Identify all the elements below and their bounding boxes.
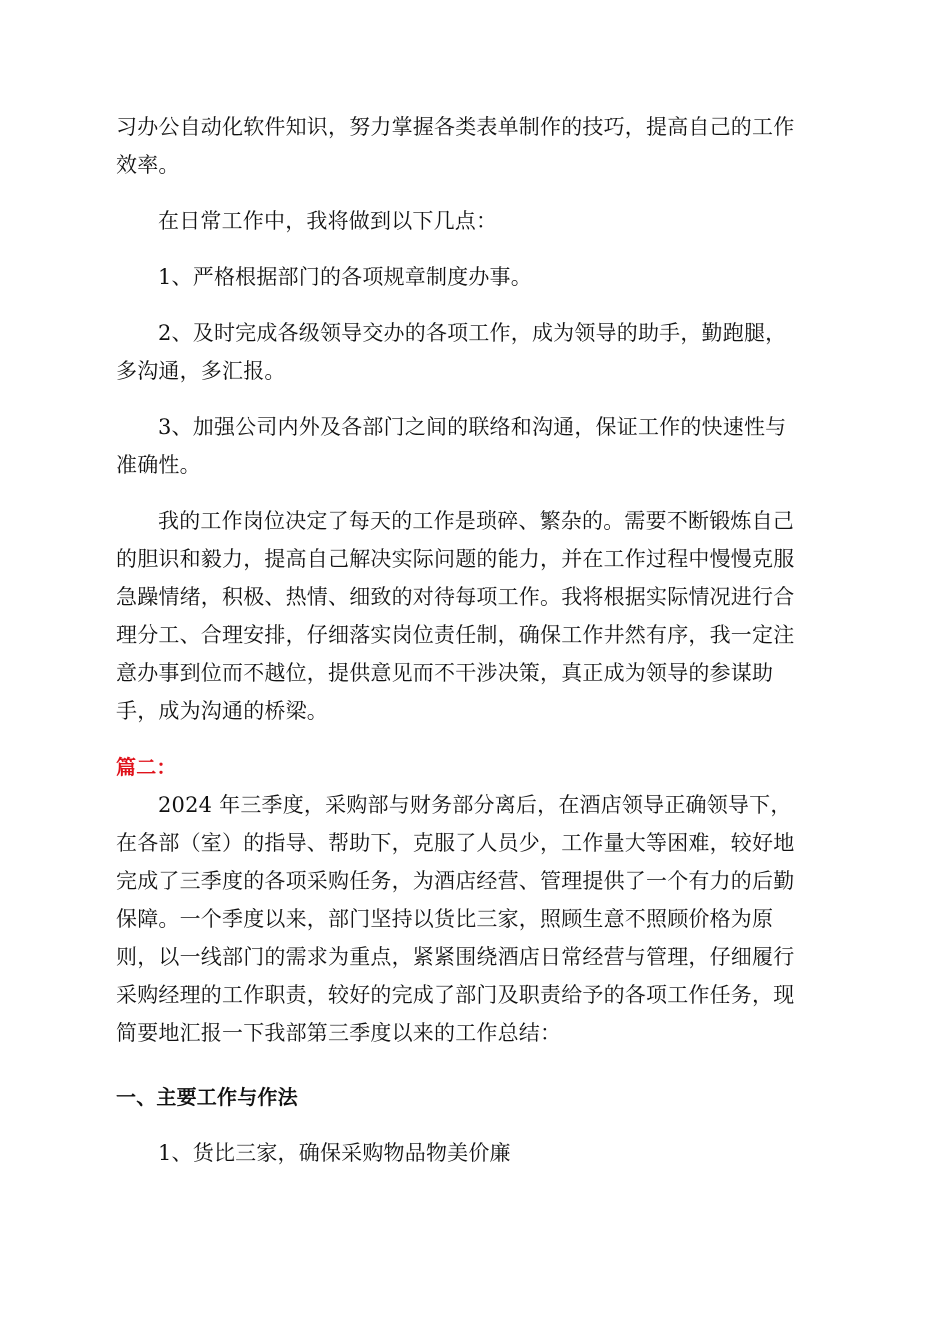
section-heading-main-work: 一、主要工作与作法	[116, 1085, 298, 1109]
document-page	[116, 108, 836, 1172]
text-line: 急躁情绪，积极、热情、细致的对待每项工作。我将根据实际情况进行合	[116, 585, 795, 609]
list-item-2	[116, 314, 836, 390]
text-line: 简要地汇报一下我部第三季度以来的工作总结：	[116, 1021, 562, 1045]
text-line: 多沟通，多汇报。	[116, 359, 286, 383]
text-line: 保障。一个季度以来，部门坚持以货比三家，照顾生意不照顾价格为原	[116, 907, 774, 931]
text-line: 采购经理的工作职责，较好的完成了部门及职责给予的各项工作任务，现	[116, 983, 795, 1007]
text-line: 准确性。	[116, 453, 201, 477]
list-item-1: 1、严格根据部门的各项规章制度办事。	[158, 265, 532, 289]
text-line: 手，成为沟通的桥梁。	[116, 699, 328, 723]
text-line: 在各部（室）的指导、帮助下，克服了人员少，工作量大等困难，较好地	[116, 831, 795, 855]
text-line: 2024 年三季度，采购部与财务部分离后，在酒店领导正确领导下，	[158, 793, 792, 817]
section-title-part-two: 篇二：	[116, 755, 177, 779]
list-item-3	[116, 408, 836, 484]
text-line: 效率。	[116, 153, 180, 177]
text-line: 完成了三季度的各项采购任务，为酒店经营、管理提供了一个有力的后勤	[116, 869, 795, 893]
text-line: 习办公自动化软件知识，努力掌握各类表单制作的技巧，提高自己的工作	[116, 115, 795, 139]
text-line: 理分工、合理安排，仔细落实岗位责任制，确保工作井然有序，我一定注	[116, 623, 795, 647]
paragraph-q3-summary	[116, 786, 836, 1052]
paragraph-job-position	[116, 502, 836, 730]
text-line: 我的工作岗位决定了每天的工作是琐碎、繁杂的。需要不断锻炼自己	[158, 509, 794, 533]
text-line: 2、及时完成各级领导交办的各项工作，成为领导的助手，勤跑腿，	[158, 321, 787, 345]
subheading-compare-suppliers: 1、货比三家，确保采购物品物美价廉	[158, 1141, 511, 1165]
text-line: 的胆识和毅力，提高自己解决实际问题的能力，并在工作过程中慢慢克服	[116, 547, 795, 571]
text-line: 意办事到位而不越位，提供意见而不干涉决策，真正成为领导的参谋助	[116, 661, 774, 685]
paragraph-daily-work-intro: 在日常工作中，我将做到以下几点：	[158, 209, 498, 233]
text-line: 则，以一线部门的需求为重点，紧紧围绕酒店日常经营与管理，仔细履行	[116, 945, 795, 969]
text-line: 3、加强公司内外及各部门之间的联络和沟通，保证工作的快速性与	[158, 415, 787, 439]
paragraph-office-skills	[116, 108, 836, 184]
